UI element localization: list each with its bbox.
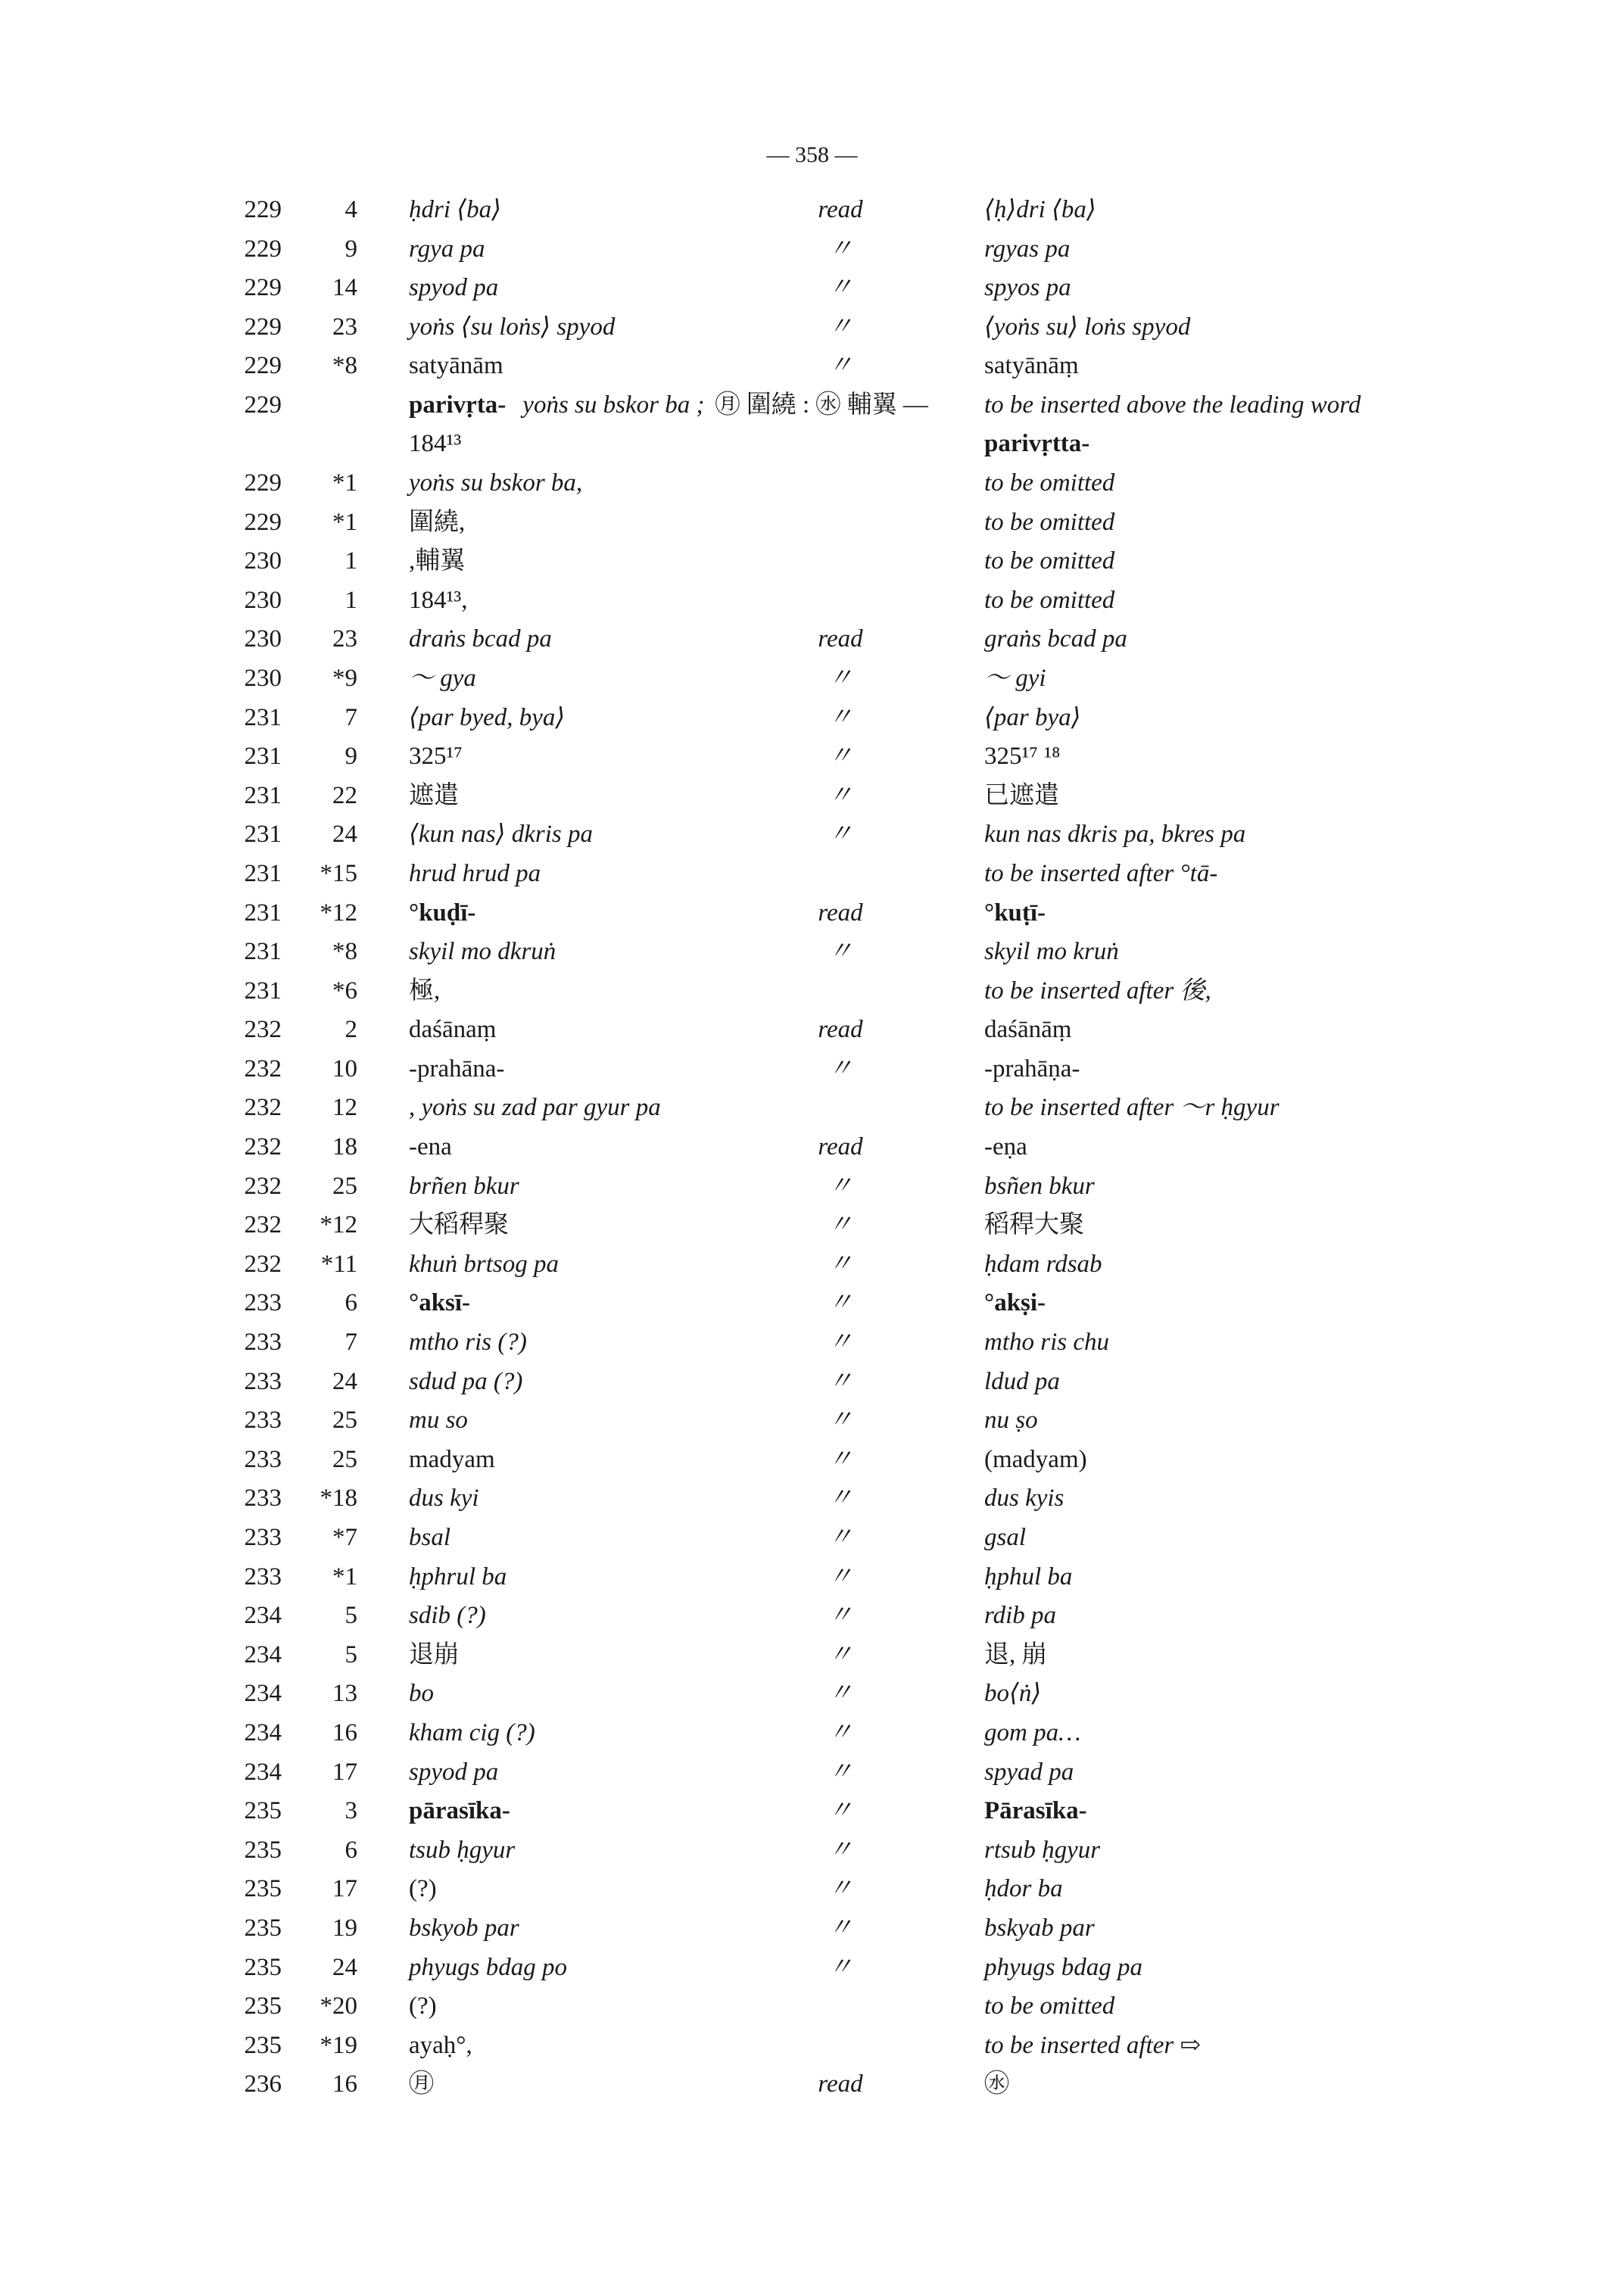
errata-row <box>0 386 1624 464</box>
correct-reading: 退, 崩 <box>984 1640 1047 1668</box>
read-mark: 〃 <box>828 1914 853 1942</box>
correct-reading: bsñen bkur <box>984 1172 1095 1200</box>
line-ref: 3 <box>344 1797 357 1825</box>
wrong-reading: 圍繞, <box>409 508 466 536</box>
line-ref: 25 <box>332 1445 357 1473</box>
line-ref: *1 <box>332 469 357 497</box>
wrong-reading: bo <box>409 1680 434 1708</box>
errata-row <box>0 1441 1624 1480</box>
errata-row <box>0 2065 1624 2105</box>
errata-row <box>0 269 1624 308</box>
page-ref: 235 <box>244 1797 282 1825</box>
page-ref: 231 <box>244 859 282 887</box>
wrong-reading: rgya pa <box>409 235 485 263</box>
read-mark: read <box>818 1016 863 1044</box>
wrong-reading: satyānām <box>409 352 503 380</box>
correct-reading: daśānāṃ <box>984 1016 1072 1044</box>
wrong-reading: kham cig (?) <box>409 1718 535 1746</box>
page-ref: 230 <box>244 664 282 692</box>
wrong-reading: yoṅs ⟨su loṅs⟩ spyod <box>409 313 616 341</box>
read-mark: 〃 <box>828 1836 853 1864</box>
page-ref: 233 <box>244 1289 282 1317</box>
read-mark: 〃 <box>828 1055 853 1083</box>
errata-row <box>0 1714 1624 1753</box>
errata-row <box>0 1753 1624 1793</box>
line-ref: *15 <box>320 859 357 887</box>
errata-row <box>0 464 1624 503</box>
page-ref: 232 <box>244 1133 282 1161</box>
page-ref: 232 <box>244 1250 282 1278</box>
read-mark: 〃 <box>828 1289 853 1317</box>
errata-row <box>0 347 1624 386</box>
page-ref: 229 <box>244 235 282 263</box>
line-ref: *18 <box>320 1485 357 1513</box>
correct-reading: to be inserted after 後, <box>984 977 1211 1005</box>
wrong-reading: ḥphrul ba <box>409 1562 507 1590</box>
correct-reading: to be omitted <box>984 508 1115 536</box>
page-ref: 234 <box>244 1602 282 1630</box>
line-ref: 23 <box>332 625 357 653</box>
line-ref: 6 <box>344 1836 357 1864</box>
correct-reading: to be omitted <box>984 547 1115 575</box>
wrong-reading: , yoṅs su zad par gyur pa <box>409 1094 661 1122</box>
read-mark: 〃 <box>828 1485 853 1513</box>
read-mark: 〃 <box>828 1329 853 1357</box>
line-ref: 1 <box>344 547 357 575</box>
line-ref: 24 <box>332 1953 357 1981</box>
errata-row <box>0 737 1624 777</box>
line-ref: 19 <box>332 1914 357 1942</box>
wrong-reading: dus kyi <box>409 1485 479 1513</box>
line-ref: 25 <box>332 1407 357 1435</box>
wrong-reading: spyod pa <box>409 274 499 302</box>
wrong-reading: bskyob par <box>409 1914 519 1942</box>
read-mark: 〃 <box>828 938 853 966</box>
wrong-reading: brñen bkur <box>409 1172 519 1200</box>
wrong-reading: ⟨kun nas⟩ dkris pa <box>409 821 593 849</box>
page-ref: 230 <box>244 625 282 653</box>
correct-reading: dus kyis <box>984 1485 1064 1513</box>
errata-row <box>0 2027 1624 2066</box>
page-ref: 229 <box>244 469 282 497</box>
read-mark: 〃 <box>828 703 853 731</box>
wrong-reading: ㊊ <box>409 2070 434 2098</box>
wrong-reading: -prahāna- <box>409 1055 505 1083</box>
line-ref: *1 <box>332 508 357 536</box>
page-ref: 229 <box>244 508 282 536</box>
line-ref: 9 <box>344 235 357 263</box>
correct-reading: kun nas dkris pa, bkres pa <box>984 821 1246 849</box>
line-ref: 6 <box>344 1289 357 1317</box>
page-ref: 232 <box>244 1211 282 1239</box>
correct-reading: Pārasīka- <box>984 1797 1087 1825</box>
read-mark: 〃 <box>828 1524 853 1551</box>
line-ref: 4 <box>344 196 357 223</box>
errata-row <box>0 659 1624 699</box>
read-mark: 〃 <box>828 1680 853 1708</box>
page-ref: 233 <box>244 1407 282 1435</box>
errata-row <box>0 503 1624 543</box>
wrong-reading <box>409 386 939 463</box>
correct-reading: spyos pa <box>984 274 1071 302</box>
correct-reading: to be omitted <box>984 1992 1115 2020</box>
correct-reading: ⟨par bya⟩ <box>984 703 1081 731</box>
line-ref: 23 <box>332 313 357 341</box>
wrong-reading: 退崩 <box>409 1640 459 1668</box>
errata-row <box>0 581 1624 621</box>
correct-reading: to be omitted <box>984 469 1115 497</box>
line-ref: 16 <box>332 2070 357 2098</box>
correct-reading: graṅs bcad pa <box>984 625 1127 653</box>
line-ref: 1 <box>344 586 357 614</box>
line-ref: 24 <box>332 821 357 849</box>
correct-reading: nu ṣo <box>984 1407 1038 1435</box>
line-ref: 7 <box>344 1329 357 1357</box>
errata-row <box>0 1870 1624 1909</box>
wrong-reading: khuṅ brtsog pa <box>409 1250 559 1278</box>
wrong-reading: 遮遣 <box>409 781 459 809</box>
correct-reading: ḥdor ba <box>984 1875 1063 1903</box>
errata-row <box>0 972 1624 1011</box>
read-mark: 〃 <box>828 1875 853 1903</box>
corrected-leading-word: parivṛtta- <box>984 429 1090 457</box>
correct-reading: ldud pa <box>984 1367 1060 1395</box>
correct-reading: 稻稈大聚 <box>984 1211 1084 1239</box>
correct-reading: bo⟨ṅ⟩ <box>984 1680 1042 1708</box>
read-mark: 〃 <box>828 781 853 809</box>
page-ref: 235 <box>244 1953 282 1981</box>
read-mark: 〃 <box>828 235 853 263</box>
line-ref: *19 <box>320 2031 357 2059</box>
read-mark: 〃 <box>828 352 853 380</box>
wrong-reading: mtho ris (?) <box>409 1329 527 1357</box>
page-ref: 235 <box>244 2031 282 2059</box>
correct-reading: (madyam) <box>984 1445 1087 1473</box>
correct-reading: bskyab par <box>984 1914 1095 1942</box>
wrong-reading: hrud hrud pa <box>409 859 541 887</box>
correct-reading: to be inserted after ⇨ <box>984 2031 1202 2059</box>
line-ref: *9 <box>332 664 357 692</box>
page-ref: 229 <box>244 274 282 302</box>
wrong-reading: mu so <box>409 1407 468 1435</box>
read-mark: 〃 <box>828 1640 853 1668</box>
read-mark: 〃 <box>828 1718 853 1746</box>
correct-reading: ～ gyi <box>984 664 1046 692</box>
correct-reading <box>984 386 1484 463</box>
errata-row <box>0 699 1624 738</box>
correct-reading: rdib pa <box>984 1602 1057 1630</box>
line-ref: *6 <box>332 977 357 1005</box>
wrong-reading: ,輔翼 <box>409 547 466 575</box>
tibetan-equivalent: yoṅs su bskor ba ; <box>522 391 705 419</box>
line-ref: 25 <box>332 1172 357 1200</box>
page-ref: 232 <box>244 1094 282 1122</box>
errata-table <box>0 191 1624 2105</box>
page-ref: 229 <box>244 352 282 380</box>
line-ref: 24 <box>332 1367 357 1395</box>
correct-reading: gom pa… <box>984 1718 1081 1746</box>
page-ref: 229 <box>244 196 282 223</box>
page-ref: 229 <box>244 391 282 419</box>
line-ref: 10 <box>332 1055 357 1083</box>
page-ref: 235 <box>244 1836 282 1864</box>
wrong-reading: tsub ḥgyur <box>409 1836 516 1864</box>
wrong-reading: -ena <box>409 1133 452 1161</box>
correct-reading: rtsub ḥgyur <box>984 1836 1101 1864</box>
line-ref: 17 <box>332 1875 357 1903</box>
wrong-reading: pārasīka- <box>409 1797 510 1825</box>
read-mark: 〃 <box>828 1367 853 1395</box>
errata-row <box>0 1128 1624 1167</box>
wrong-reading: (?) <box>409 1875 437 1903</box>
wrong-reading: madyam <box>409 1445 495 1473</box>
page-ref: 232 <box>244 1172 282 1200</box>
correct-reading: phyugs bdag pa <box>984 1953 1142 1981</box>
page-ref: 231 <box>244 743 282 771</box>
errata-row <box>0 1323 1624 1363</box>
errata-row <box>0 894 1624 933</box>
page-ref: 234 <box>244 1758 282 1786</box>
page-ref: 233 <box>244 1485 282 1513</box>
page-ref: 236 <box>244 2070 282 2098</box>
errata-row <box>0 1558 1624 1597</box>
wrong-reading: bsal <box>409 1524 451 1551</box>
errata-row <box>0 191 1624 230</box>
read-mark: 〃 <box>828 664 853 692</box>
correct-reading: ⟨ḥ⟩dri ⟨ba⟩ <box>984 196 1096 223</box>
errata-row <box>0 777 1624 816</box>
errata-row <box>0 620 1624 659</box>
wrong-reading: ḥdri ⟨ba⟩ <box>409 196 502 223</box>
read-mark: 〃 <box>828 1758 853 1786</box>
correct-reading: ㊌ <box>984 2070 1009 2098</box>
page-ref: 233 <box>244 1367 282 1395</box>
line-ref: 14 <box>332 274 357 302</box>
page-ref: 234 <box>244 1718 282 1746</box>
read-mark: 〃 <box>828 274 853 302</box>
correct-reading: ḥdam rdsab <box>984 1250 1102 1278</box>
errata-row <box>0 1792 1624 1831</box>
page-ref: 233 <box>244 1445 282 1473</box>
line-ref: 22 <box>332 781 357 809</box>
errata-row <box>0 1636 1624 1675</box>
read-mark: 〃 <box>828 1407 853 1435</box>
page-ref: 233 <box>244 1524 282 1551</box>
correct-reading: gsal <box>984 1524 1027 1551</box>
errata-row <box>0 1909 1624 1949</box>
page-ref: 230 <box>244 586 282 614</box>
correct-reading: 325¹⁷ ¹⁸ <box>984 743 1061 771</box>
wrong-reading: °aksī- <box>409 1289 471 1317</box>
errata-row <box>0 1245 1624 1285</box>
line-ref: 9 <box>344 743 357 771</box>
correct-reading: -eṇa <box>984 1133 1027 1161</box>
read-mark: 〃 <box>828 1562 853 1590</box>
line-ref: 2 <box>344 1016 357 1044</box>
wrong-reading: phyugs bdag po <box>409 1953 567 1981</box>
errata-row <box>0 1050 1624 1089</box>
wrong-reading: 極, <box>409 977 441 1005</box>
errata-row <box>0 1597 1624 1636</box>
errata-row <box>0 1401 1624 1441</box>
line-ref: 5 <box>344 1640 357 1668</box>
page-ref: 230 <box>244 547 282 575</box>
line-ref: 13 <box>332 1680 357 1708</box>
correct-reading: -prahāṇa- <box>984 1055 1080 1083</box>
errata-row <box>0 1011 1624 1050</box>
read-mark: read <box>818 1133 863 1161</box>
wrong-reading: °kuḍī- <box>409 899 476 927</box>
line-ref: *1 <box>332 1562 357 1590</box>
wrong-reading: spyod pa <box>409 1758 499 1786</box>
page-ref: 231 <box>244 977 282 1005</box>
read-mark: 〃 <box>828 1797 853 1825</box>
errata-row <box>0 1987 1624 2027</box>
wrong-reading: 大稻稈聚 <box>409 1211 509 1239</box>
errata-row <box>0 933 1624 972</box>
errata-row <box>0 1089 1624 1128</box>
page-ref: 235 <box>244 1875 282 1903</box>
correct-reading: 已遮遣 <box>984 781 1059 809</box>
wrong-reading: 184¹³, <box>409 586 468 614</box>
wrong-reading: draṅs bcad pa <box>409 625 552 653</box>
errata-row <box>0 1831 1624 1871</box>
line-ref: *8 <box>332 938 357 966</box>
page-ref: 231 <box>244 703 282 731</box>
line-ref: 18 <box>332 1133 357 1161</box>
errata-row <box>0 1479 1624 1519</box>
page-ref: 233 <box>244 1562 282 1590</box>
correct-reading: °kuṭī- <box>984 899 1046 927</box>
wrong-reading: ～ gya <box>409 664 476 692</box>
read-mark: 〃 <box>828 313 853 341</box>
errata-row <box>0 855 1624 894</box>
line-ref: *12 <box>320 1211 357 1239</box>
correction-note: to be inserted above the leading word <box>984 391 1361 419</box>
read-mark: 〃 <box>828 1250 853 1278</box>
line-ref: *11 <box>320 1250 357 1278</box>
read-mark: 〃 <box>828 1172 853 1200</box>
page-ref: 232 <box>244 1016 282 1044</box>
leading-word: parivṛta- <box>409 391 507 419</box>
line-ref: 7 <box>344 703 357 731</box>
correct-reading: satyānāṃ <box>984 352 1079 380</box>
correct-reading: mtho ris chu <box>984 1329 1109 1357</box>
correct-reading: °akṣi- <box>984 1289 1046 1317</box>
correct-reading: to be inserted after ～r ḥgyur <box>984 1094 1280 1122</box>
correct-reading: spyad pa <box>984 1758 1074 1786</box>
wrong-reading: sdib (?) <box>409 1602 486 1630</box>
errata-row <box>0 1206 1624 1245</box>
errata-row <box>0 1284 1624 1323</box>
page-ref: 234 <box>244 1640 282 1668</box>
page-number: — 358 — <box>766 142 858 167</box>
page-ref: 232 <box>244 1055 282 1083</box>
read-mark: 〃 <box>828 743 853 771</box>
line-ref: 12 <box>332 1094 357 1122</box>
errata-row <box>0 1675 1624 1714</box>
line-ref: *8 <box>332 352 357 380</box>
line-ref: *12 <box>320 899 357 927</box>
line-ref: 17 <box>332 1758 357 1786</box>
errata-row <box>0 1949 1624 1988</box>
page-ref: 229 <box>244 313 282 341</box>
page-ref: 233 <box>244 1329 282 1357</box>
correct-reading: ⟨yoṅs su⟩ loṅs spyod <box>984 313 1191 341</box>
wrong-reading: ⟨par byed, bya⟩ <box>409 703 566 731</box>
page-ref: 231 <box>244 781 282 809</box>
correct-reading: rgyas pa <box>984 235 1071 263</box>
read-mark: 〃 <box>828 1211 853 1239</box>
line-ref: *7 <box>332 1524 357 1551</box>
wrong-reading: 325¹⁷ <box>409 743 463 771</box>
line-ref: 16 <box>332 1718 357 1746</box>
errata-row <box>0 308 1624 347</box>
page-ref: 234 <box>244 1680 282 1708</box>
page-ref: 235 <box>244 1992 282 2020</box>
correct-reading: skyil mo kruṅ <box>984 938 1119 966</box>
read-mark: 〃 <box>828 1953 853 1981</box>
wrong-reading: daśānaṃ <box>409 1016 497 1044</box>
page-ref: 235 <box>244 1914 282 1942</box>
line-ref: 5 <box>344 1602 357 1630</box>
read-mark: read <box>818 2070 863 2098</box>
read-mark: read <box>818 196 863 223</box>
errata-row <box>0 1167 1624 1207</box>
chinese-equivalent: ㊊ 圍繞 : ㊌ 輔翼 — 184¹³ <box>409 391 928 457</box>
wrong-reading: yoṅs su bskor ba, <box>409 469 583 497</box>
correct-reading: to be inserted after °tā- <box>984 859 1218 887</box>
errata-row <box>0 230 1624 269</box>
read-mark: 〃 <box>828 1602 853 1630</box>
errata-row <box>0 815 1624 855</box>
page-ref: 231 <box>244 899 282 927</box>
page-ref: 231 <box>244 821 282 849</box>
wrong-reading: skyil mo dkruṅ <box>409 938 556 966</box>
correct-reading: to be omitted <box>984 586 1115 614</box>
wrong-reading: sdud pa (?) <box>409 1367 523 1395</box>
errata-row <box>0 542 1624 581</box>
line-ref: *20 <box>320 1992 357 2020</box>
errata-row <box>0 1519 1624 1558</box>
errata-row <box>0 1363 1624 1402</box>
wrong-reading: ayaḥ°, <box>409 2031 472 2059</box>
read-mark: read <box>818 899 863 927</box>
read-mark: 〃 <box>828 821 853 849</box>
read-mark: read <box>818 625 863 653</box>
correct-reading: ḥphul ba <box>984 1562 1073 1590</box>
read-mark: 〃 <box>828 1445 853 1473</box>
wrong-reading: (?) <box>409 1992 437 2020</box>
page-ref: 231 <box>244 938 282 966</box>
